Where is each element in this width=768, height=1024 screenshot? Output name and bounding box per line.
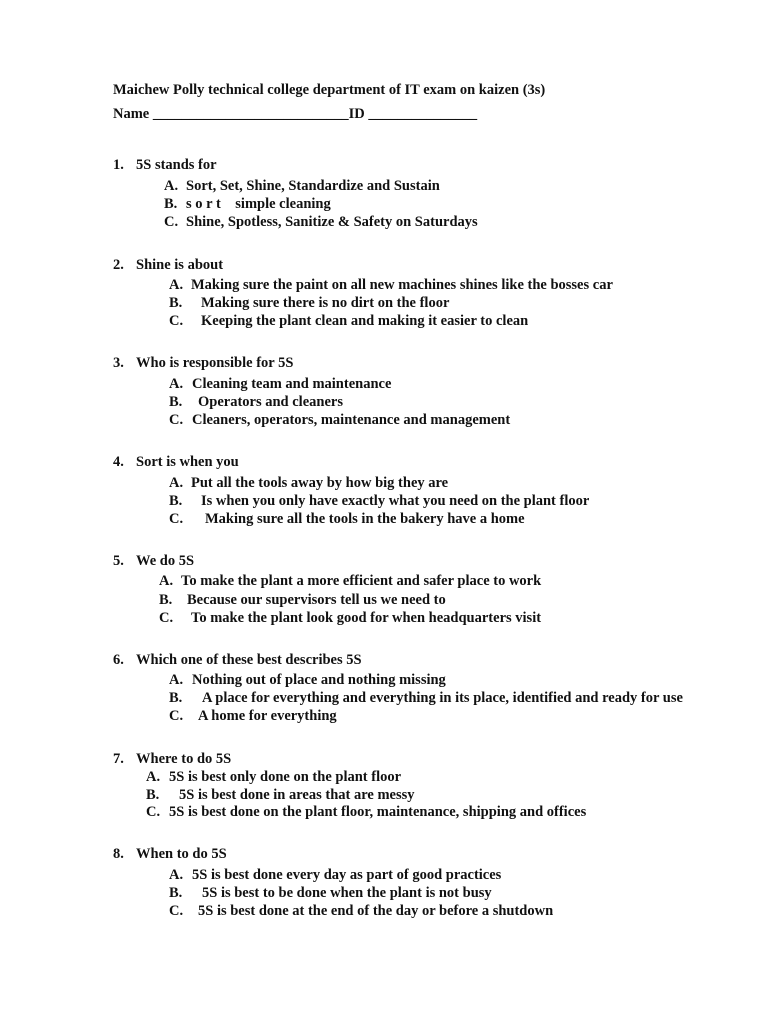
option-letter: C.	[169, 313, 184, 329]
question-number: 2.	[113, 257, 124, 273]
option-letter: C.	[159, 610, 174, 626]
question-1	[113, 156, 217, 174]
question-text: Shine is about	[136, 257, 224, 273]
option-letter: B.	[169, 885, 183, 901]
question-4-option-a	[169, 474, 448, 492]
question-text: Where to do 5S	[136, 751, 232, 767]
option-letter: A.	[146, 769, 161, 785]
option-letter: A.	[164, 178, 179, 194]
question-2-option-c	[169, 312, 528, 330]
question-8	[113, 845, 227, 863]
option-letter: A.	[169, 376, 184, 392]
option-letter: C.	[146, 804, 161, 820]
question-6-option-a	[169, 671, 446, 689]
question-5	[113, 552, 194, 570]
option-text: 5S is best only done on the plant floor	[169, 769, 402, 785]
option-text: A place for everything and everything in its place, identified and ready for use	[202, 690, 683, 706]
option-letter: B.	[169, 394, 183, 410]
question-1-option-c	[164, 213, 478, 231]
question-5-option-c	[159, 609, 541, 627]
question-text: We do 5S	[136, 553, 195, 569]
option-text: Operators and cleaners	[198, 394, 343, 410]
question-8-option-a	[169, 866, 501, 884]
question-7-option-b	[146, 786, 415, 804]
question-1-option-a	[164, 177, 440, 195]
question-4	[113, 453, 239, 471]
option-text: Shine, Spotless, Sanitize & Safety on Saturdays	[186, 214, 478, 230]
option-text: 5S is best done every day as part of good practices	[192, 867, 502, 883]
question-number: 4.	[113, 454, 124, 470]
option-text: Nothing out of place and nothing missing	[192, 672, 446, 688]
question-5-option-b	[159, 591, 446, 609]
option-letter: A.	[169, 475, 184, 491]
option-text: 5S is best done at the end of the day or before a shutdown	[198, 903, 554, 919]
question-number: 1.	[113, 157, 124, 173]
question-text: When to do 5S	[136, 846, 227, 862]
option-text: 5S is best to be done when the plant is not busy	[202, 885, 492, 901]
question-text: 5S stands for	[136, 157, 217, 173]
option-letter: C.	[169, 903, 184, 919]
question-7	[113, 750, 231, 768]
question-number: 5.	[113, 553, 124, 569]
question-6	[113, 651, 362, 669]
question-2-option-b	[169, 294, 449, 312]
option-letter: A.	[169, 277, 184, 293]
question-7-option-a	[146, 768, 401, 786]
question-number: 8.	[113, 846, 124, 862]
question-text: Sort is when you	[136, 454, 239, 470]
option-letter: B.	[169, 690, 183, 706]
option-text: Cleaners, operators, maintenance and management	[192, 412, 511, 428]
option-text: Keeping the plant clean and making it easier to clean	[201, 313, 529, 329]
option-text: Making sure there is no dirt on the floor	[201, 295, 450, 311]
question-number: 7.	[113, 751, 124, 767]
option-text: 5S is best done in areas that are messy	[179, 787, 415, 803]
question-7-option-c	[146, 803, 586, 821]
option-letter: C.	[169, 511, 184, 527]
option-letter: B.	[159, 592, 173, 608]
question-3-option-b	[169, 393, 343, 411]
question-text: Who is responsible for 5S	[136, 355, 294, 371]
option-letter: A.	[169, 867, 184, 883]
option-text: Put all the tools away by how big they are	[191, 475, 449, 491]
question-number: 6.	[113, 652, 124, 668]
question-6-option-b	[169, 689, 683, 707]
option-letter: B.	[169, 493, 183, 509]
option-text: 5S is best done on the plant floor, maintenance, shipping and offices	[169, 804, 587, 820]
option-text: Because our supervisors tell us we need to	[187, 592, 446, 608]
question-text: Which one of these best describes 5S	[136, 652, 362, 668]
question-2	[113, 256, 223, 274]
question-3-option-c	[169, 411, 510, 429]
question-3	[113, 354, 293, 372]
option-letter: C.	[169, 708, 184, 724]
question-4-option-c	[169, 510, 525, 528]
option-letter: B.	[169, 295, 183, 311]
name-id-line: Name ___________________________ID _______________	[113, 106, 478, 122]
option-text: Is when you only have exactly what you need on the plant floor	[201, 493, 590, 509]
option-text: s o r t simple cleaning	[186, 196, 331, 212]
option-letter: A.	[159, 573, 174, 589]
option-letter: C.	[169, 412, 184, 428]
question-3-option-a	[169, 375, 391, 393]
option-text: Making sure the paint on all new machines shines like the bosses car	[191, 277, 613, 293]
option-text: Sort, Set, Shine, Standardize and Sustain	[186, 178, 440, 194]
option-text: A home for everything	[198, 708, 337, 724]
question-8-option-c	[169, 902, 553, 920]
question-number: 3.	[113, 355, 124, 371]
question-8-option-b	[169, 884, 492, 902]
option-letter: B.	[146, 787, 160, 803]
question-6-option-c	[169, 707, 337, 725]
option-text: To make the plant look good for when headquarters visit	[191, 610, 542, 626]
option-letter: B.	[164, 196, 178, 212]
question-4-option-b	[169, 492, 589, 510]
question-2-option-a	[169, 276, 613, 294]
option-text: To make the plant a more efficient and safer place to work	[181, 573, 542, 589]
exam-title: Maichew Polly technical college department of IT exam on kaizen (3s)	[113, 82, 546, 98]
option-letter: C.	[164, 214, 179, 230]
option-text: Cleaning team and maintenance	[192, 376, 392, 392]
option-text: Making sure all the tools in the bakery have a home	[205, 511, 525, 527]
option-letter: A.	[169, 672, 184, 688]
question-1-option-b	[164, 195, 331, 213]
question-5-option-a	[159, 572, 541, 590]
